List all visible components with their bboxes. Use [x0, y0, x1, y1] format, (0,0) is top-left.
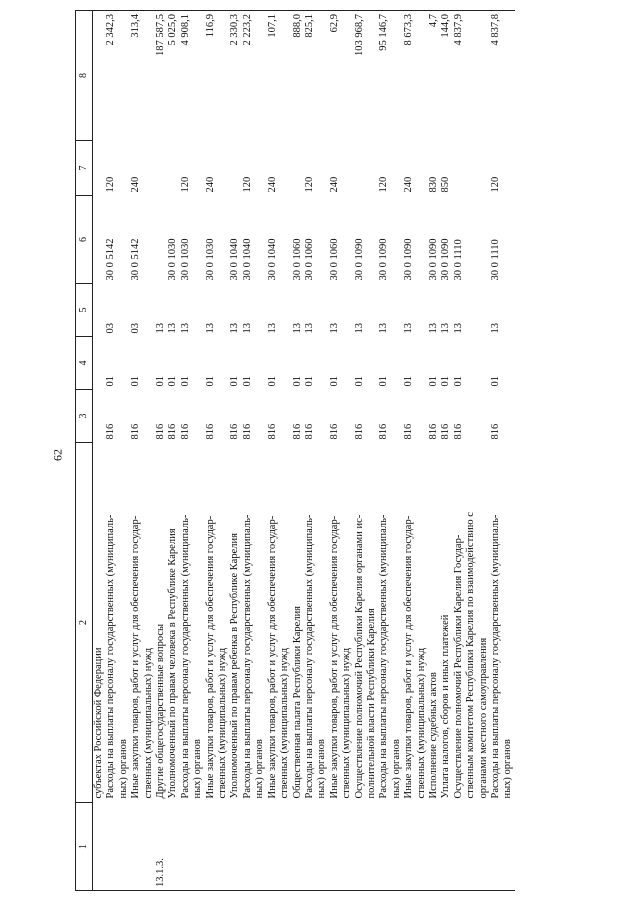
subsection-cell: 13: [241, 323, 253, 334]
table-row: [93, 11, 106, 891]
description-cell: Расходы на выплаты персоналу государственных (муниципаль- ных) органов: [303, 514, 328, 799]
target-article-cell: 30 0 1030: [179, 238, 191, 281]
code-cell: 816: [353, 423, 365, 440]
target-article-cell: [93, 196, 106, 284]
amount-cell: 5 025,0: [167, 11, 179, 141]
expense-type-cell: 120: [105, 176, 117, 193]
subsection-cell: 13: [378, 323, 390, 334]
code-cell: 816: [427, 423, 439, 440]
target-article-cell: [155, 196, 167, 284]
table-row: [378, 11, 403, 891]
code-cell: 816: [303, 423, 315, 440]
code-cell: 816: [490, 423, 501, 440]
row-number-cell: [229, 803, 241, 891]
target-article-cell: 30 0 1040: [266, 238, 278, 281]
row-number-cell: [180, 803, 205, 891]
subsection-cell: 03: [130, 323, 142, 334]
subsection-cell: [93, 284, 106, 337]
amount-cell: 62,9: [329, 11, 354, 141]
table-row: [428, 11, 440, 891]
expense-type-cell: [453, 141, 490, 196]
target-article-cell: 30 0 1040: [229, 238, 241, 281]
row-number-cell: [428, 803, 440, 891]
table-row: [105, 11, 130, 891]
table-row: [292, 11, 304, 891]
table-row: [180, 11, 205, 891]
expense-type-cell: 830: [427, 176, 439, 193]
expense-type-cell: 120: [490, 176, 501, 193]
header-cell: 5: [76, 284, 93, 337]
table-body: [93, 11, 515, 891]
target-article-cell: 30 0 1090: [403, 238, 415, 281]
amount-cell: 8 673,3: [403, 11, 428, 141]
target-article-cell: 30 0 1060: [303, 238, 315, 281]
table-row: [229, 11, 241, 891]
section-cell: 01: [291, 376, 303, 387]
row-number-cell: [267, 803, 292, 891]
header-cell: 7: [76, 141, 93, 196]
description-cell: Иные закупки товаров, работ и услуг для обеспечения государ- ственных (муниципальных) нужд: [266, 515, 291, 799]
header-row: [76, 11, 93, 891]
amount-cell: 144,0: [440, 11, 452, 141]
subsection-cell: 13: [266, 323, 278, 334]
subsection-cell: 13: [427, 323, 439, 334]
description-cell: Иные закупки товаров, работ и услуг для обеспечения государ- ственных (муниципальных) нужд: [403, 515, 427, 799]
code-cell: 816: [403, 423, 415, 440]
description-cell: Иные закупки товаров, работ и услуг для обеспечения государ- ственных (муниципальных) нужд: [204, 515, 229, 799]
code-cell: 816: [167, 423, 179, 440]
row-number-cell: [130, 803, 155, 891]
row-number-cell: [490, 803, 515, 891]
code-cell: [93, 390, 106, 443]
target-article-cell: 30 0 1090: [440, 238, 452, 281]
section-cell: 01: [229, 376, 241, 387]
description-cell: Уплата налогов, сборов и иных платежей: [440, 614, 452, 799]
amount-cell: 4 908,1: [180, 11, 205, 141]
table-row: [155, 11, 167, 891]
amount-cell: 888,0: [292, 11, 304, 141]
row-number-cell: [440, 803, 452, 891]
amount-cell: 2 330,3: [229, 11, 241, 141]
code-cell: 816: [266, 423, 278, 440]
row-number-cell: [93, 803, 106, 891]
amount-cell: 103 968,7: [354, 11, 379, 141]
table-row: [242, 11, 267, 891]
amount-cell: 2 342,3: [105, 11, 130, 141]
section-cell: 01: [427, 376, 439, 387]
budget-table-sheet: [75, 11, 610, 891]
description-cell: Расходы на выплаты персоналу государственных (муниципаль- ных) органов: [105, 514, 129, 799]
section-cell: 01: [167, 376, 179, 387]
subsection-cell: 13: [440, 323, 452, 334]
subsection-cell: 13: [353, 323, 365, 334]
description-cell: Расходы на выплаты персоналу государственных (муниципаль- ных) органов: [490, 514, 514, 799]
target-article-cell: 30 0 1090: [378, 238, 390, 281]
expense-type-cell: [292, 141, 304, 196]
table-row: [490, 11, 515, 891]
table-row: [329, 11, 354, 891]
description-cell: Уполномоченный по правам человека в Республике Карелия: [167, 528, 179, 799]
subsection-cell: 03: [105, 323, 117, 334]
code-cell: 816: [204, 423, 216, 440]
section-cell: 01: [130, 376, 142, 387]
subsection-cell: 13: [403, 323, 415, 334]
target-article-cell: 30 0 1030: [167, 238, 179, 281]
row-number-cell: [329, 803, 354, 891]
section-cell: 01: [266, 376, 278, 387]
description-cell: Расходы на выплаты персоналу государственных (муниципаль- ных) органов: [179, 514, 204, 799]
code-cell: 816: [328, 423, 340, 440]
subsection-cell: 13: [167, 323, 179, 334]
code-cell: 816: [378, 423, 390, 440]
header-cell: 2: [76, 443, 93, 803]
amount-cell: 116,9: [205, 11, 230, 141]
code-cell: 816: [155, 423, 167, 440]
expense-type-cell: 240: [328, 176, 340, 193]
section-cell: 01: [452, 376, 464, 387]
target-article-cell: 30 0 1110: [490, 239, 501, 281]
expense-type-cell: 240: [266, 176, 278, 193]
table-row: [304, 11, 329, 891]
table-row: [354, 11, 379, 891]
target-article-cell: 30 0 1060: [291, 238, 303, 281]
subsection-cell: 13: [229, 323, 241, 334]
section-cell: 01: [328, 376, 340, 387]
page-number: 62: [50, 449, 65, 461]
target-article-cell: 30 0 1060: [328, 238, 340, 281]
code-cell: 816: [130, 423, 142, 440]
amount-cell: 4 837,8: [490, 11, 515, 141]
target-article-cell: 30 0 1090: [353, 238, 365, 281]
section-cell: 01: [204, 376, 216, 387]
row-number-cell: 13.1.3.: [155, 803, 167, 891]
target-article-cell: 30 0 5142: [105, 238, 117, 281]
expense-type-cell: 120: [303, 176, 315, 193]
row-number-cell: [292, 803, 304, 891]
budget-table: [75, 10, 515, 891]
table-row: [440, 11, 452, 891]
target-article-cell: 30 0 1040: [241, 238, 253, 281]
description-cell: Иные закупки товаров, работ и услуг для обеспечения государ- ственных (муниципальных) нужд: [130, 515, 154, 799]
amount-cell: 825,1: [304, 11, 329, 141]
expense-type-cell: [155, 141, 167, 196]
header-cell: 4: [76, 337, 93, 390]
amount-cell: 4,7: [428, 11, 440, 141]
expense-type-cell: [354, 141, 379, 196]
subsection-cell: 13: [291, 323, 303, 334]
subsection-cell: 13: [303, 323, 315, 334]
section-cell: [93, 337, 106, 390]
table-row: [453, 11, 490, 891]
row-number-cell: [453, 803, 490, 891]
code-cell: 816: [105, 423, 117, 440]
subsection-cell: 13: [155, 323, 167, 334]
subsection-cell: 13: [204, 323, 216, 334]
expense-type-cell: [167, 141, 179, 196]
description-cell: Осуществление полномочий Республики Карелия Государ- ственным комитетом Республики Карелия по взаимодействию с органами местного самоуправления: [452, 512, 489, 799]
subsection-cell: 13: [328, 323, 340, 334]
code-cell: 816: [452, 423, 464, 440]
section-cell: 01: [241, 376, 253, 387]
target-article-cell: 30 0 5142: [130, 238, 142, 281]
amount-cell: 4 837,9: [453, 11, 490, 141]
section-cell: 01: [440, 376, 452, 387]
description-cell: Иные закупки товаров, работ и услуг для обеспечения государ- ственных (муниципальных) нужд: [328, 515, 353, 799]
row-number-cell: [105, 803, 130, 891]
description-cell: Расходы на выплаты персоналу государственных (муниципаль- ных) органов: [378, 514, 402, 799]
subsection-cell: 13: [179, 323, 191, 334]
expense-type-cell: [229, 141, 241, 196]
amount-cell: 187 587,5: [155, 11, 167, 141]
description-cell: субъектах Российской Федерации: [93, 647, 104, 799]
header-cell: 3: [76, 390, 93, 443]
code-cell: 816: [241, 423, 253, 440]
row-number-cell: [378, 803, 403, 891]
header-cell: 8: [76, 11, 93, 141]
target-article-cell: 30 0 1090: [427, 238, 439, 281]
description-cell: Другие общегосударственные вопросы: [155, 623, 167, 799]
table-row: [403, 11, 428, 891]
section-cell: 01: [179, 376, 191, 387]
expense-type-cell: [93, 141, 106, 196]
row-number-cell: [304, 803, 329, 891]
expense-type-cell: 850: [440, 176, 452, 193]
section-cell: 01: [353, 376, 365, 387]
table-row: [130, 11, 155, 891]
row-number-cell: [242, 803, 267, 891]
code-cell: 816: [229, 423, 241, 440]
expense-type-cell: 240: [130, 176, 142, 193]
code-cell: 816: [291, 423, 303, 440]
row-number-cell: [205, 803, 230, 891]
expense-type-cell: 120: [241, 176, 253, 193]
amount-cell: 313,4: [130, 11, 155, 141]
target-article-cell: 30 0 1030: [204, 238, 216, 281]
section-cell: 01: [378, 376, 390, 387]
description-cell: Исполнение судебных актов: [427, 672, 439, 799]
section-cell: 01: [105, 376, 117, 387]
target-article-cell: 30 0 1110: [452, 239, 464, 281]
row-number-cell: [354, 803, 379, 891]
header-cell: 6: [76, 196, 93, 284]
description-cell: Общественная палата Республики Карелия: [291, 605, 303, 799]
expense-type-cell: 120: [179, 176, 191, 193]
section-cell: 01: [155, 376, 167, 387]
expense-type-cell: 240: [204, 176, 216, 193]
amount-cell: 95 146,7: [378, 11, 403, 141]
amount-cell: 2 223,2: [242, 11, 267, 141]
row-number-cell: [403, 803, 428, 891]
table-row: [167, 11, 179, 891]
description-cell: Осуществление полномочий Республики Карелия органами ис- полнительной власти Республики Карелия: [353, 514, 377, 799]
header-cell: 1: [76, 803, 93, 891]
description-cell: Расходы на выплаты персоналу государственных (муниципаль- ных) органов: [241, 514, 266, 799]
description-cell: Уполномоченный по правам ребенка в Республике Карелия: [229, 533, 241, 799]
code-cell: 816: [179, 423, 191, 440]
section-cell: 01: [490, 376, 501, 387]
subsection-cell: 13: [452, 323, 464, 334]
section-cell: 01: [303, 376, 315, 387]
amount-cell: [93, 11, 106, 141]
amount-cell: 107,1: [267, 11, 292, 141]
expense-type-cell: 240: [403, 176, 415, 193]
section-cell: 01: [403, 376, 415, 387]
expense-type-cell: 120: [378, 176, 390, 193]
table-row: [205, 11, 230, 891]
subsection-cell: 13: [490, 323, 501, 334]
code-cell: 816: [440, 423, 452, 440]
row-number-cell: [167, 803, 179, 891]
table-row: [267, 11, 292, 891]
